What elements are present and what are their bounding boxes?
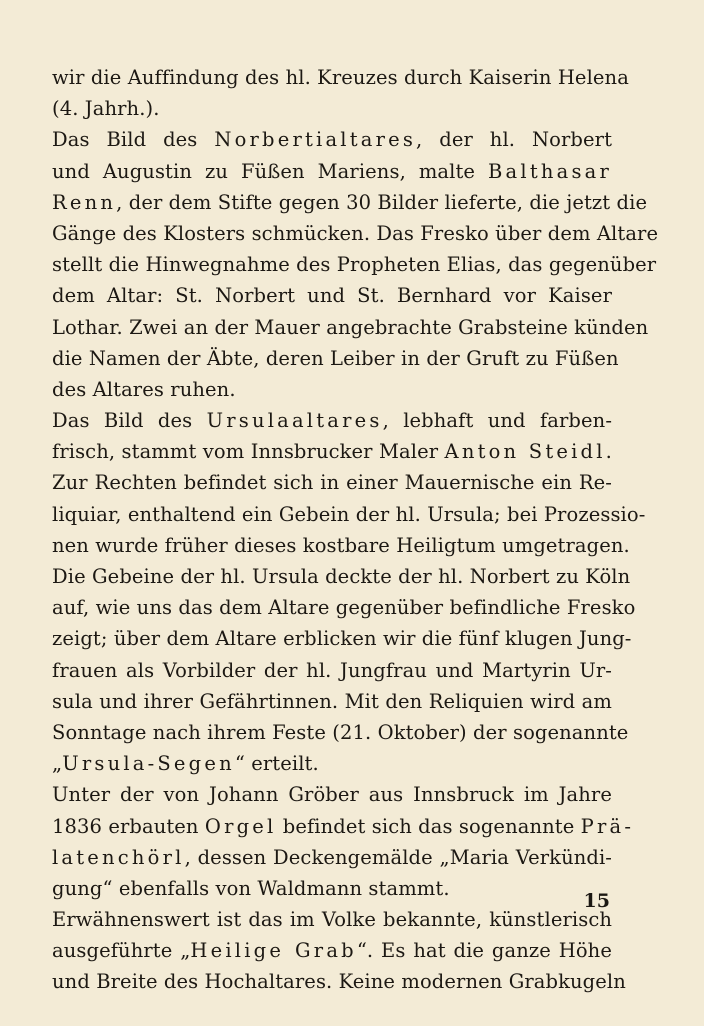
text-line: frisch, stammt vom Innsbrucker Maler Anton Steidl.: [52, 440, 612, 464]
text-line: stellt die Hinwegnahme des Propheten Elias, das gegenüber: [52, 253, 657, 277]
page-number: 15: [583, 890, 610, 912]
text-line: „Ursula-Segen“ erteilt.: [52, 752, 319, 776]
text-line: (4. Jahrh.).: [52, 97, 160, 121]
text-line: Gänge des Klosters schmücken. Das Fresko über dem Altare: [52, 221, 659, 245]
text-line: auf, wie uns das dem Altare gegenüber befindliche Fresko: [52, 596, 636, 620]
page-text: [52, 62, 659, 998]
text-line: gung“ ebenfalls von Waldmann stammt.: [52, 876, 450, 900]
text-line: Das Bild des Ursulaaltares, lebhaft und farben-: [52, 409, 613, 433]
text-line: Zur Rechten befindet sich in einer Mauernische ein Re-: [52, 471, 612, 495]
text-line: zeigt; über dem Altare erblicken wir die fünf klugen Jung-: [52, 627, 632, 651]
text-line: des Altares ruhen.: [52, 377, 236, 401]
text-line: nen wurde früher dieses kostbare Heiligtum umgetragen.: [52, 533, 630, 557]
text-line: Renn, der dem Stifte gegen 30 Bilder lieferte, die jetzt die: [52, 190, 648, 214]
text-line: ausgeführte „Heilige Grab“. Es hat die ganze Höhe: [52, 939, 612, 963]
text-line: Das Bild des Norbertialtares, der hl. Norbert: [52, 128, 613, 152]
text-line: frauen als Vorbilder der hl. Jungfrau und Martyrin Ur-: [52, 658, 612, 682]
text-line: Erwähnenswert ist das im Volke bekannte, künstlerisch: [52, 908, 612, 932]
text-line: latenchörl, dessen Deckengemälde „Maria Verkündi-: [52, 845, 612, 869]
text-line: dem Altar: St. Norbert und St. Bernhard vor Kaiser: [52, 284, 612, 308]
text-line: und Breite des Hochaltares. Keine modernen Grabkugeln: [52, 970, 626, 994]
text-line: Sonntage nach ihrem Feste (21. Oktober) der sogenannte: [52, 720, 629, 744]
text-line: Lothar. Zwei an der Mauer angebrachte Grabsteine künden: [52, 315, 649, 339]
text-line: die Namen der Äbte, deren Leiber in der Gruft zu Füßen: [52, 346, 619, 370]
text-line: liquiar, enthaltend ein Gebein der hl. Ursula; bei Prozessio-: [52, 502, 646, 526]
text-line: 1836 erbauten Orgel befindet sich das sogenannte Prä-: [52, 814, 635, 838]
text-line: wir die Auffindung des hl. Kreuzes durch Kaiserin Helena: [52, 66, 629, 89]
text-line: und Augustin zu Füßen Mariens, malte Balthasar: [52, 159, 612, 183]
text-line: Unter der von Johann Gröber aus Innsbruck im Jahre: [52, 783, 612, 807]
text-line: Die Gebeine der hl. Ursula deckte der hl. Norbert zu Köln: [52, 565, 631, 588]
text-line: sula und ihrer Gefährtinnen. Mit den Reliquien wird am: [52, 689, 612, 713]
